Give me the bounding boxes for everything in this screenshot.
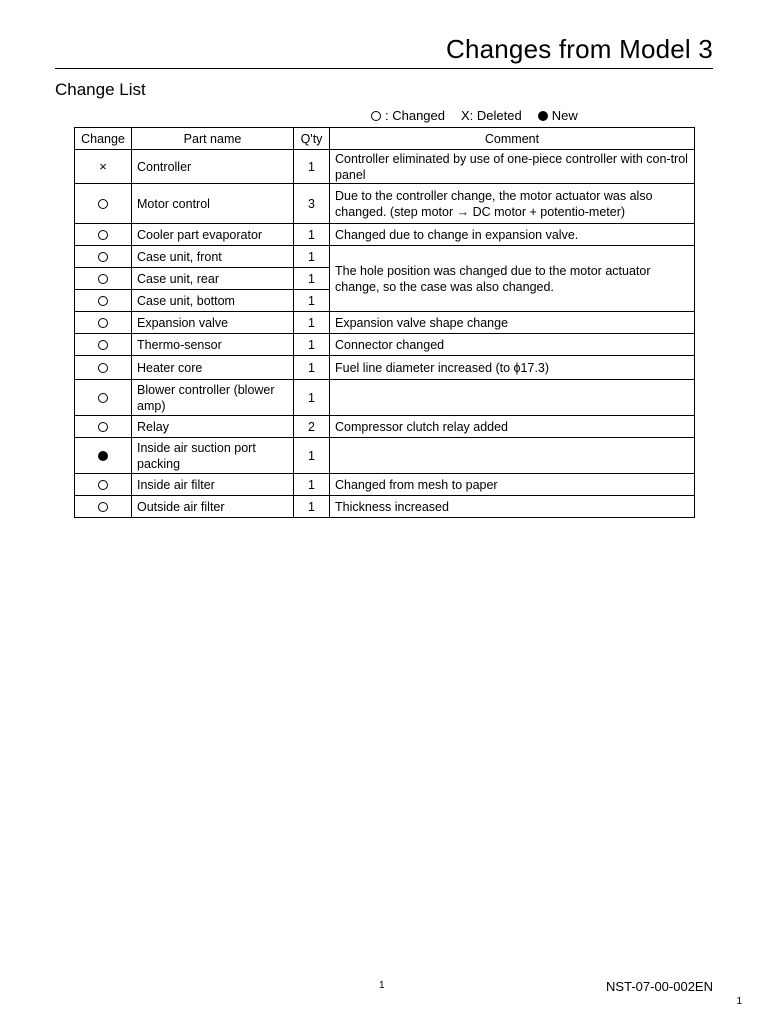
table-row xyxy=(75,312,695,334)
open-circle-icon xyxy=(98,318,108,328)
table-header-row xyxy=(75,128,695,150)
header-change: Change xyxy=(75,128,132,150)
qty-cell: 3 xyxy=(294,184,330,224)
change-cell xyxy=(75,184,132,224)
open-circle-icon xyxy=(98,502,108,512)
legend-new-label: New xyxy=(551,108,578,123)
qty-cell: 2 xyxy=(294,416,330,438)
document-id: NST-07-00-002EN xyxy=(606,979,713,994)
table-row xyxy=(75,380,695,416)
open-circle-icon xyxy=(98,274,108,284)
part-name-cell: Heater core xyxy=(132,356,294,380)
comment-cell: Due to the controller change, the motor actuator was also changed. (step motor → DC motor + potentio-meter) xyxy=(330,184,695,224)
part-name-cell: Blower controller (blower amp) xyxy=(132,380,294,416)
open-circle-icon xyxy=(371,111,381,121)
qty-cell: 1 xyxy=(294,380,330,416)
open-circle-icon xyxy=(98,363,108,373)
corner-page-number: 1 xyxy=(736,996,742,1007)
filled-circle-icon xyxy=(538,111,548,121)
qty-cell: 1 xyxy=(294,312,330,334)
open-circle-icon xyxy=(98,296,108,306)
qty-cell: 1 xyxy=(294,438,330,474)
comment-cell: The hole position was changed due to the motor actuator change, so the case was also changed. xyxy=(330,246,695,312)
table-row xyxy=(75,224,695,246)
table-row xyxy=(75,150,695,184)
open-circle-icon xyxy=(98,252,108,262)
qty-cell: 1 xyxy=(294,150,330,184)
table-row xyxy=(75,356,695,380)
open-circle-icon xyxy=(98,199,108,209)
open-circle-icon xyxy=(98,340,108,350)
comment-cell: Changed from mesh to paper xyxy=(330,474,695,496)
header-part-name: Part name xyxy=(132,128,294,150)
qty-cell: 1 xyxy=(294,246,330,268)
part-name-cell: Cooler part evaporator xyxy=(132,224,294,246)
comment-cell: Thickness increased xyxy=(330,496,695,518)
table-row xyxy=(75,416,695,438)
table-row xyxy=(75,474,695,496)
open-circle-icon xyxy=(98,230,108,240)
part-name-cell: Expansion valve xyxy=(132,312,294,334)
change-list-table xyxy=(74,127,695,518)
comment-cell: Fuel line diameter increased (to ϕ17.3) xyxy=(330,356,695,380)
cross-icon: × xyxy=(99,158,107,174)
qty-cell: 1 xyxy=(294,474,330,496)
comment-cell xyxy=(330,380,695,416)
table-row xyxy=(75,184,695,224)
table-row xyxy=(75,496,695,518)
part-name-cell: Case unit, bottom xyxy=(132,290,294,312)
legend-changed-label: : Changed xyxy=(385,108,445,123)
legend-new xyxy=(538,108,578,123)
part-name-cell: Thermo-sensor xyxy=(132,334,294,356)
open-circle-icon xyxy=(98,480,108,490)
part-name-cell: Relay xyxy=(132,416,294,438)
change-cell xyxy=(75,356,132,380)
comment-cell xyxy=(330,438,695,474)
header-qty: Q'ty xyxy=(294,128,330,150)
change-cell xyxy=(75,496,132,518)
part-name-cell: Outside air filter xyxy=(132,496,294,518)
qty-cell: 1 xyxy=(294,268,330,290)
part-name-cell: Inside air suction port packing xyxy=(132,438,294,474)
title-divider xyxy=(55,68,713,69)
page-title: Changes from Model 3 xyxy=(445,34,713,64)
legend-changed xyxy=(371,108,445,123)
change-cell xyxy=(75,438,132,474)
page-number: 1 xyxy=(379,980,385,991)
qty-cell: 1 xyxy=(294,356,330,380)
legend xyxy=(371,108,594,123)
change-cell xyxy=(75,312,132,334)
part-name-cell: Motor control xyxy=(132,184,294,224)
qty-cell: 1 xyxy=(294,496,330,518)
change-cell xyxy=(75,246,132,268)
change-cell xyxy=(75,474,132,496)
change-cell xyxy=(75,334,132,356)
qty-cell: 1 xyxy=(294,334,330,356)
table-row xyxy=(75,334,695,356)
change-cell xyxy=(75,380,132,416)
part-name-cell: Inside air filter xyxy=(132,474,294,496)
table-body xyxy=(75,150,695,518)
open-circle-icon xyxy=(98,422,108,432)
legend-deleted-label: X: Deleted xyxy=(461,108,522,123)
part-name-cell: Case unit, front xyxy=(132,246,294,268)
change-cell xyxy=(75,416,132,438)
comment-cell: Connector changed xyxy=(330,334,695,356)
change-cell xyxy=(75,224,132,246)
comment-cell: Changed due to change in expansion valve. xyxy=(330,224,695,246)
comment-cell: Compressor clutch relay added xyxy=(330,416,695,438)
change-cell xyxy=(75,268,132,290)
change-cell xyxy=(75,290,132,312)
change-cell xyxy=(75,150,132,184)
header-comment: Comment xyxy=(330,128,695,150)
open-circle-icon xyxy=(98,393,108,403)
part-name-cell: Case unit, rear xyxy=(132,268,294,290)
legend-deleted xyxy=(461,108,522,123)
filled-circle-icon xyxy=(98,451,108,461)
comment-cell: Expansion valve shape change xyxy=(330,312,695,334)
table-row xyxy=(75,438,695,474)
part-name-cell: Controller xyxy=(132,150,294,184)
qty-cell: 1 xyxy=(294,224,330,246)
comment-cell: Controller eliminated by use of one-piece controller with con-trol panel xyxy=(330,150,695,184)
section-heading: Change List xyxy=(55,80,146,99)
qty-cell: 1 xyxy=(294,290,330,312)
table-row xyxy=(75,246,695,268)
